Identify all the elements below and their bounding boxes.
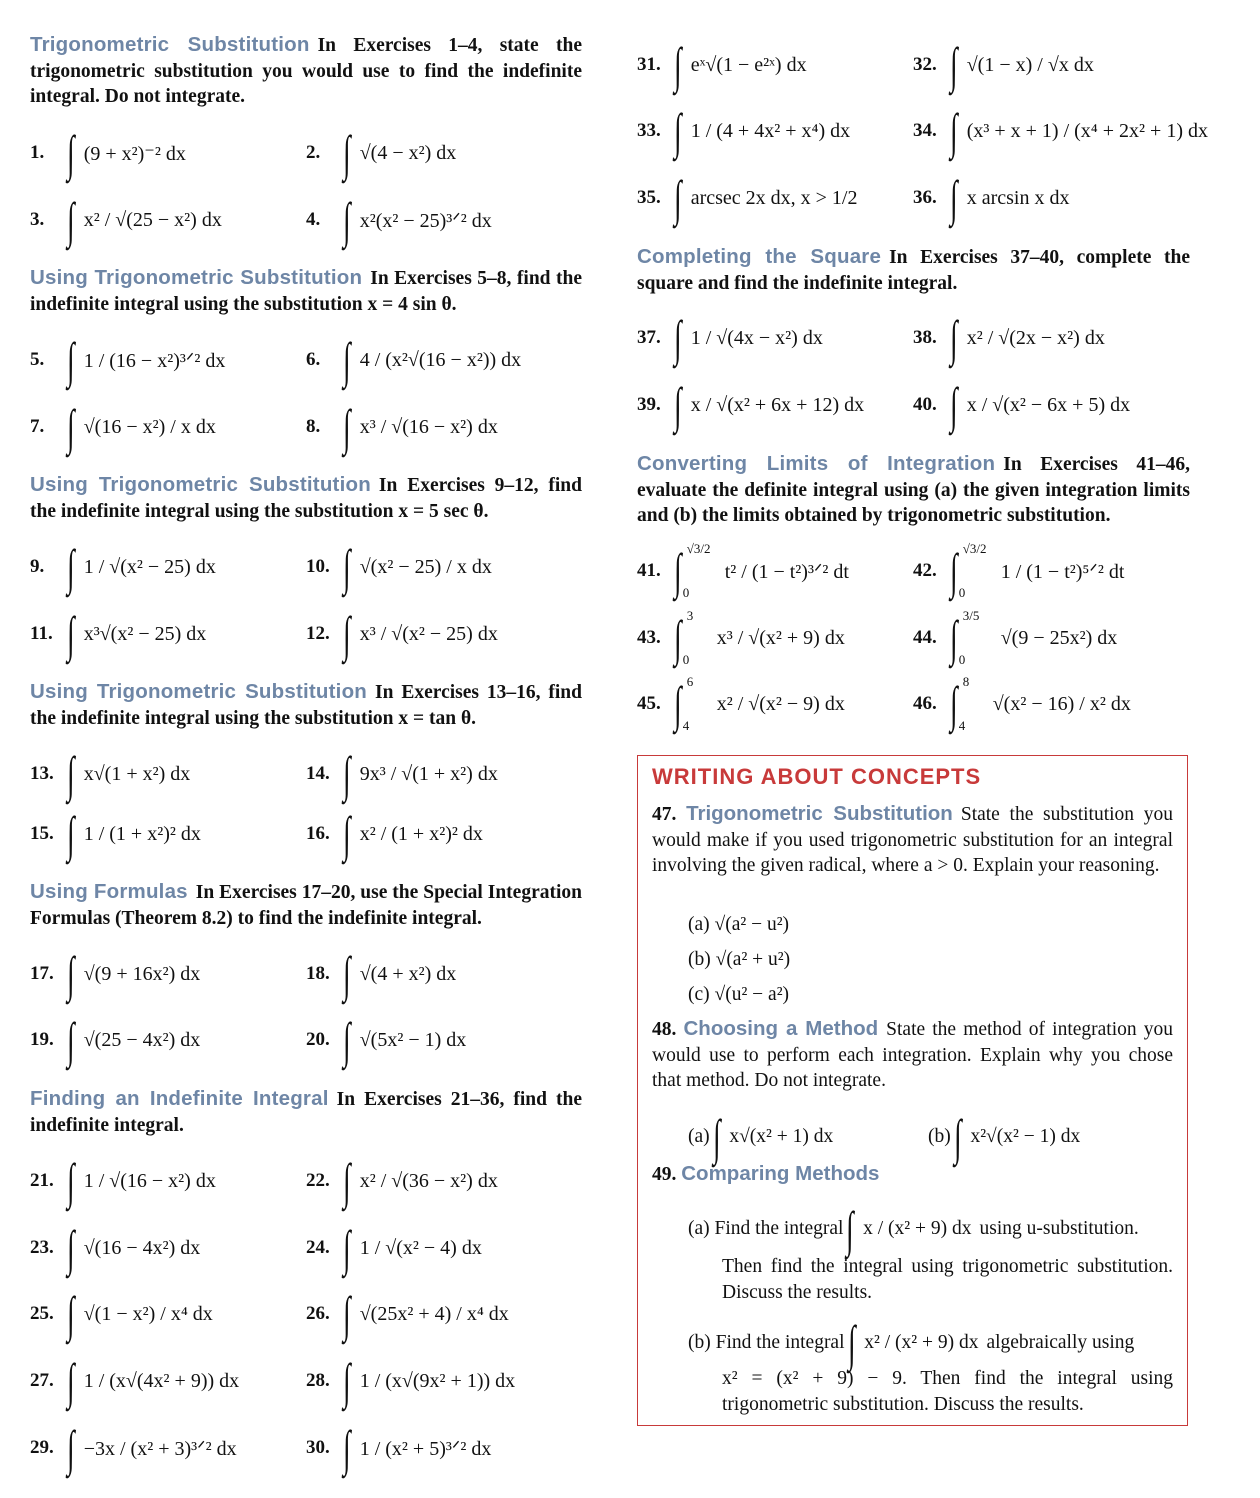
- exercise-expression: 1 / (x√(9x² + 1)) dx: [359, 1369, 516, 1392]
- integral-sign-icon: ∫: [674, 543, 682, 599]
- section-heading: Using Trigonometric Substitution: [30, 266, 363, 289]
- exercise-number: 9.: [30, 556, 45, 577]
- exercise-number: 16.: [306, 823, 330, 844]
- exercise: [637, 608, 845, 667]
- exercise-expression: 1 / (x² + 5)³ᐟ² dx: [359, 1437, 492, 1460]
- exercise: [637, 103, 851, 159]
- question-49: [652, 1161, 1173, 1188]
- integral-sign-icon: ∫: [343, 399, 351, 455]
- integral-sign-icon: ∫: [67, 746, 75, 802]
- integral-sign-icon: ∫: [343, 746, 351, 802]
- integral-sign-icon: ∫: [67, 332, 75, 388]
- exercise-expression: √(x² − 16) / x² dx: [992, 692, 1131, 715]
- exercise-expression: √(4 + x²) dx: [359, 962, 457, 985]
- exercise-expression: √(1 − x) / √x dx: [966, 53, 1094, 76]
- exercise-number: 6.: [306, 349, 321, 370]
- exercise-number: 46.: [913, 693, 937, 714]
- section-intro: In Exercises 9–12, find the indefinite integral using the substitution x = 5 sec θ.: [30, 475, 582, 522]
- exercise: [30, 806, 201, 862]
- exercise-number: 17.: [30, 963, 54, 984]
- integral-sign-icon: ∫: [950, 310, 958, 366]
- exercise-number: 25.: [30, 1303, 54, 1324]
- exercise-number: 12.: [306, 623, 330, 644]
- exercise-number: 26.: [306, 1303, 330, 1324]
- part-label: (a): [688, 1126, 710, 1148]
- exercise-expression: t² / (1 − t²)³ᐟ² dt: [724, 560, 849, 583]
- exercise-expression: √(25 − 4x²) dx: [83, 1028, 201, 1051]
- exercise: [306, 1420, 492, 1476]
- exercise-expression: 1 / (x√(4x² + 9)) dx: [83, 1369, 240, 1392]
- section-5: [30, 879, 582, 931]
- exercise-expression: x³ / √(x² − 25) dx: [359, 622, 498, 645]
- exercise: [306, 1012, 467, 1068]
- exercise-expression: x² / √(2x − x²) dx: [966, 326, 1105, 349]
- integral-sign-icon: ∫: [67, 1286, 75, 1342]
- exercise: [913, 170, 1070, 226]
- exercise-expression: 1 / √(16 − x²) dx: [83, 1169, 216, 1192]
- lower-limit: 0: [682, 652, 690, 667]
- section-intro: In Exercises 13–16, find the indefinite integral using the substitution x = tan θ.: [30, 682, 583, 729]
- integral-sign-icon: ∫: [67, 399, 75, 455]
- upper-limit: 3: [686, 608, 694, 623]
- exercise-expression: x² / (1 + x²)² dx: [359, 822, 483, 845]
- exercise-expression: √(9 − 25x²) dx: [1000, 626, 1118, 649]
- exercise-number: 38.: [913, 327, 937, 348]
- exercise-number: 35.: [637, 187, 661, 208]
- part-text: using u-substitution.: [979, 1218, 1139, 1240]
- q47-part-c: (c) √(u² − a²): [688, 984, 790, 1005]
- lower-limit: 0: [682, 585, 690, 600]
- integral-sign-icon: ∫: [67, 1153, 75, 1209]
- exercise-expression: x / √(x² − 6x + 5) dx: [966, 393, 1131, 416]
- exercise-expression: 1 / (1 − t²)⁵ᐟ² dt: [1000, 560, 1125, 583]
- exercise: [30, 1153, 216, 1209]
- exercise-expression: x√(1 + x²) dx: [83, 762, 191, 785]
- exercise: [913, 37, 1094, 93]
- integral-sign-icon: ∫: [674, 37, 682, 93]
- exercise-number: 33.: [637, 120, 661, 141]
- exercise-number: 13.: [30, 763, 54, 784]
- part-expression: x²√(x² − 1) dx: [970, 1126, 1081, 1148]
- section-intro: In Exercises 17–20, use the Special Integration Formulas (Theorem 8.2) to find the indefinite integral.: [30, 882, 582, 929]
- exercise: [306, 125, 457, 181]
- integral-sign-icon: ∫: [950, 610, 958, 666]
- question-number: 49.: [652, 1164, 677, 1185]
- exercise: [637, 674, 845, 733]
- exercise: [30, 1353, 240, 1409]
- exercise: [30, 1420, 237, 1476]
- exercise-expression: √(x² − 25) / x dx: [359, 555, 492, 578]
- exercise-number: 4.: [306, 209, 321, 230]
- section-6: [30, 1086, 582, 1138]
- integral-sign-icon: ∫: [950, 103, 958, 159]
- integral-sign-icon: ∫: [343, 192, 351, 248]
- exercise-number: 36.: [913, 187, 937, 208]
- integral-sign-icon: ∫: [343, 946, 351, 1002]
- exercise-expression: 1 / (16 − x²)³ᐟ² dx: [83, 349, 226, 372]
- exercise-number: 1.: [30, 142, 45, 163]
- question-number: 47.: [652, 804, 677, 825]
- exercise-number: 41.: [637, 560, 661, 581]
- part-expression: x² / (x² + 9) dx: [864, 1332, 979, 1354]
- exercise-expression: 1 / √(x² − 4) dx: [359, 1236, 482, 1259]
- section-intro: In Exercises 41–46, evaluate the definite integral using (a) the given integration limits and (b) the limits obtained by trigonometric substitution.: [637, 454, 1190, 526]
- exercise-expression: √(5x² − 1) dx: [359, 1028, 467, 1051]
- exercise-expression: √(25x² + 4) / x⁴ dx: [359, 1302, 509, 1325]
- question-text: State the substitution you would make if you used trigonometric substitution for an integral involving the given radical, where a > 0. Explain your reasoning.: [652, 804, 1174, 876]
- exercise-number: 32.: [913, 54, 937, 75]
- exercise-number: 23.: [30, 1237, 54, 1258]
- integral-sign-icon: ∫: [67, 1012, 75, 1068]
- exercise-expression: √(16 − x²) / x dx: [83, 415, 216, 438]
- integral-sign-icon: ∫: [950, 37, 958, 93]
- exercise: [306, 746, 498, 802]
- exercise: [306, 606, 498, 662]
- exercise-expression: 1 / √(4x − x²) dx: [690, 326, 823, 349]
- exercise-expression: x²(x² − 25)³ᐟ² dx: [359, 209, 492, 232]
- exercise-expression: 1 / √(x² − 25) dx: [83, 555, 216, 578]
- section-intro: In Exercises 37–40, complete the square and find the indefinite integral.: [637, 247, 1190, 294]
- exercise: [30, 1012, 201, 1068]
- integral-sign-icon: ∫: [343, 125, 351, 181]
- exercise: [306, 539, 492, 595]
- section-heading: Completing the Square: [637, 245, 882, 268]
- exercise-expression: −3x / (x² + 3)³ᐟ² dx: [83, 1437, 237, 1460]
- exercise-number: 18.: [306, 963, 330, 984]
- integral-sign-icon: ∫: [674, 103, 682, 159]
- exercise-number: 2.: [306, 142, 321, 163]
- exercise: [30, 1220, 201, 1276]
- section-heading: Converting Limits of Integration: [637, 452, 996, 475]
- integral-sign-icon: ∫: [67, 606, 75, 662]
- exercise: [30, 746, 191, 802]
- exercise-number: 42.: [913, 560, 937, 581]
- exercise-expression: x / √(x² + 6x + 12) dx: [690, 393, 865, 416]
- exercise: [637, 170, 858, 226]
- exercise: [30, 1286, 213, 1342]
- exercise-expression: 1 / (4 + 4x² + x⁴) dx: [690, 119, 851, 142]
- integral-sign-icon: ∫: [67, 1353, 75, 1409]
- exercise-expression: √(1 − x²) / x⁴ dx: [83, 1302, 213, 1325]
- section-7: [637, 244, 1190, 296]
- section-2: [30, 265, 582, 317]
- exercise-expression: x arcsin x dx: [966, 186, 1070, 209]
- q47-part-a: (a) √(a² − u²): [688, 914, 790, 935]
- exercise: [913, 674, 1131, 733]
- exercise: [306, 806, 483, 862]
- exercise: [913, 103, 1208, 159]
- section-3: [30, 472, 582, 524]
- lower-limit: 0: [958, 652, 966, 667]
- exercise-number: 34.: [913, 120, 937, 141]
- exercise-expression: √(4 − x²) dx: [359, 141, 457, 164]
- upper-limit: 3/5: [962, 608, 980, 623]
- section-heading: Finding an Indefinite Integral: [30, 1087, 329, 1110]
- integral-sign-icon: ∫: [67, 806, 75, 862]
- integral-sign-icon: ∫: [950, 543, 958, 599]
- exercise-number: 21.: [30, 1170, 54, 1191]
- exercise: [306, 192, 492, 248]
- exercise-number: 15.: [30, 823, 54, 844]
- exercise: [30, 332, 226, 388]
- integral-sign-icon: ∫: [674, 310, 682, 366]
- integral-sign-icon: ∫: [674, 377, 682, 433]
- exercise: [913, 541, 1125, 600]
- section-heading: Using Trigonometric Substitution: [30, 680, 368, 703]
- exercise-number: 24.: [306, 1237, 330, 1258]
- exercise-number: 40.: [913, 394, 937, 415]
- exercise-expression: (9 + x²)⁻² dx: [83, 142, 186, 165]
- integral-sign-icon: ∫: [67, 1220, 75, 1276]
- lower-limit: 4: [958, 718, 966, 733]
- integral-sign-icon: ∫: [343, 1220, 351, 1276]
- exercise-expression: √(9 + 16x²) dx: [83, 962, 201, 985]
- q48-part-b: [928, 1109, 1081, 1165]
- exercise-expression: x² / √(x² − 9) dx: [716, 692, 845, 715]
- question-heading: Trigonometric Substitution: [686, 802, 953, 825]
- exercise-expression: (x³ + x + 1) / (x⁴ + 2x² + 1) dx: [966, 119, 1208, 142]
- part-expression: x / (x² + 9) dx: [863, 1218, 972, 1240]
- exercise-expression: 9x³ / √(1 + x²) dx: [359, 762, 498, 785]
- exercise-number: 22.: [306, 1170, 330, 1191]
- exercise-number: 5.: [30, 349, 45, 370]
- section-heading: Using Trigonometric Substitution: [30, 473, 371, 496]
- integral-sign-icon: ∫: [343, 606, 351, 662]
- question-heading: Choosing a Method: [683, 1017, 879, 1040]
- exercise-number: 31.: [637, 54, 661, 75]
- integral-sign-icon: ∫: [847, 1315, 856, 1371]
- integral-sign-icon: ∫: [67, 1420, 75, 1476]
- section-8: [637, 451, 1190, 529]
- exercise-number: 19.: [30, 1029, 54, 1050]
- section-intro: In Exercises 5–8, find the indefinite integral using the substitution x = 4 sin θ.: [30, 268, 582, 315]
- section-intro: In Exercises 1–4, state the trigonometric substitution you would use to find the indefinite integral. Do not integrate.: [30, 35, 582, 107]
- integral-sign-icon: ∫: [674, 676, 682, 732]
- exercise-number: 37.: [637, 327, 661, 348]
- exercise-number: 30.: [306, 1437, 330, 1458]
- integral-sign-icon: ∫: [674, 610, 682, 666]
- exercise-number: 14.: [306, 763, 330, 784]
- exercise: [913, 377, 1131, 433]
- exercise-number: 45.: [637, 693, 661, 714]
- exercise: [306, 1286, 509, 1342]
- exercise-number: 43.: [637, 627, 661, 648]
- exercise: [30, 539, 216, 595]
- exercise: [306, 399, 498, 455]
- exercise-expression: x² / √(25 − x²) dx: [83, 208, 222, 231]
- exercise-number: 8.: [306, 416, 321, 437]
- exercise-expression: 4 / (x²√(16 − x²)) dx: [359, 348, 522, 371]
- box-title: WRITING ABOUT CONCEPTS: [652, 764, 982, 789]
- integral-sign-icon: ∫: [712, 1109, 721, 1165]
- integral-sign-icon: ∫: [343, 1420, 351, 1476]
- section-intro: In Exercises 21–36, find the indefinite integral.: [30, 1089, 582, 1136]
- exercise-number: 39.: [637, 394, 661, 415]
- exercise: [306, 1220, 482, 1276]
- exercise: [306, 1353, 516, 1409]
- section-4: [30, 679, 582, 731]
- integral-sign-icon: ∫: [343, 806, 351, 862]
- exercise: [306, 946, 457, 1002]
- question-heading: Comparing Methods: [681, 1162, 880, 1185]
- section-1: [30, 32, 582, 110]
- writing-about-concepts-box: [637, 755, 1188, 1426]
- exercise-expression: 1 / (1 + x²)² dx: [83, 822, 201, 845]
- upper-limit: 6: [686, 674, 694, 689]
- exercise: [30, 192, 222, 248]
- integral-sign-icon: ∫: [343, 332, 351, 388]
- integral-sign-icon: ∫: [343, 1012, 351, 1068]
- exercise: [30, 606, 207, 662]
- question-text: State the method of integration you would use to perform each integration. Explain why you chose that method. Do not integrate.: [652, 1019, 1173, 1091]
- integral-sign-icon: ∫: [953, 1109, 962, 1165]
- part-text: (a) Find the integral: [688, 1218, 844, 1240]
- exercise: [306, 332, 522, 388]
- upper-limit: 8: [962, 674, 970, 689]
- exercise-number: 28.: [306, 1370, 330, 1391]
- exercise-expression: x² / √(36 − x²) dx: [359, 1169, 498, 1192]
- exercise-number: 11.: [30, 623, 53, 644]
- question-number: 48.: [652, 1019, 677, 1040]
- lower-limit: 0: [958, 585, 966, 600]
- lower-limit: 4: [682, 718, 690, 733]
- exercise-number: 44.: [913, 627, 937, 648]
- exercise-expression: x³√(x² − 25) dx: [83, 622, 207, 645]
- integral-sign-icon: ∫: [950, 377, 958, 433]
- part-text: (b) Find the integral: [688, 1332, 845, 1354]
- exercise-number: 27.: [30, 1370, 54, 1391]
- integral-sign-icon: ∫: [67, 539, 75, 595]
- exercise: [30, 946, 201, 1002]
- integral-sign-icon: ∫: [67, 946, 75, 1002]
- upper-limit: √3/2: [962, 541, 987, 556]
- q49-part-a-line2: Then find the integral using trigonometric substitution. Discuss the results.: [722, 1256, 1173, 1303]
- integral-sign-icon: ∫: [674, 170, 682, 226]
- q49-part-b-line1: [688, 1315, 1135, 1371]
- exercise-expression: arcsec 2x dx, x > 1/2: [690, 186, 858, 209]
- exercise: [637, 377, 865, 433]
- exercise: [637, 310, 823, 366]
- exercise: [637, 37, 807, 93]
- part-expression: x√(x² + 1) dx: [729, 1126, 834, 1148]
- exercise-number: 10.: [306, 556, 330, 577]
- q49-part-b-line2: x² = (x² + 9) − 9. Then find the integral using trigonometric substitution. Discuss the results.: [722, 1368, 1173, 1415]
- integral-sign-icon: ∫: [846, 1201, 855, 1257]
- exercise: [30, 399, 216, 455]
- exercise-expression: x³ / √(16 − x²) dx: [359, 415, 498, 438]
- question-47: [652, 801, 1173, 879]
- section-heading: Trigonometric Substitution: [30, 33, 310, 56]
- integral-sign-icon: ∫: [950, 676, 958, 732]
- exercise-number: 29.: [30, 1437, 54, 1458]
- exercise-expression: x³ / √(x² + 9) dx: [716, 626, 845, 649]
- exercise: [306, 1153, 498, 1209]
- exercise-expression: √(16 − 4x²) dx: [83, 1236, 201, 1259]
- exercise-number: 3.: [30, 209, 45, 230]
- exercise-number: 20.: [306, 1029, 330, 1050]
- upper-limit: √3/2: [686, 541, 711, 556]
- q49-part-a-line1: [688, 1201, 1139, 1257]
- integral-sign-icon: ∫: [67, 192, 75, 248]
- q47-part-b: (b) √(a² + u²): [688, 949, 791, 970]
- integral-sign-icon: ∫: [950, 170, 958, 226]
- exercise-number: 7.: [30, 416, 45, 437]
- exercise: [913, 310, 1105, 366]
- integral-sign-icon: ∫: [343, 1353, 351, 1409]
- part-text: algebraically using: [986, 1332, 1135, 1354]
- section-heading: Using Formulas: [30, 880, 188, 903]
- integral-sign-icon: ∫: [343, 539, 351, 595]
- exercise: [913, 608, 1118, 667]
- exercise-expression: eˣ√(1 − e²ˣ) dx: [690, 53, 807, 76]
- integral-sign-icon: ∫: [67, 125, 75, 181]
- part-label: (b): [928, 1126, 951, 1148]
- integral-sign-icon: ∫: [343, 1286, 351, 1342]
- exercise: [637, 541, 849, 600]
- q48-part-a: [688, 1109, 834, 1165]
- integral-sign-icon: ∫: [343, 1153, 351, 1209]
- exercise: [30, 125, 186, 181]
- question-48: [652, 1016, 1173, 1094]
